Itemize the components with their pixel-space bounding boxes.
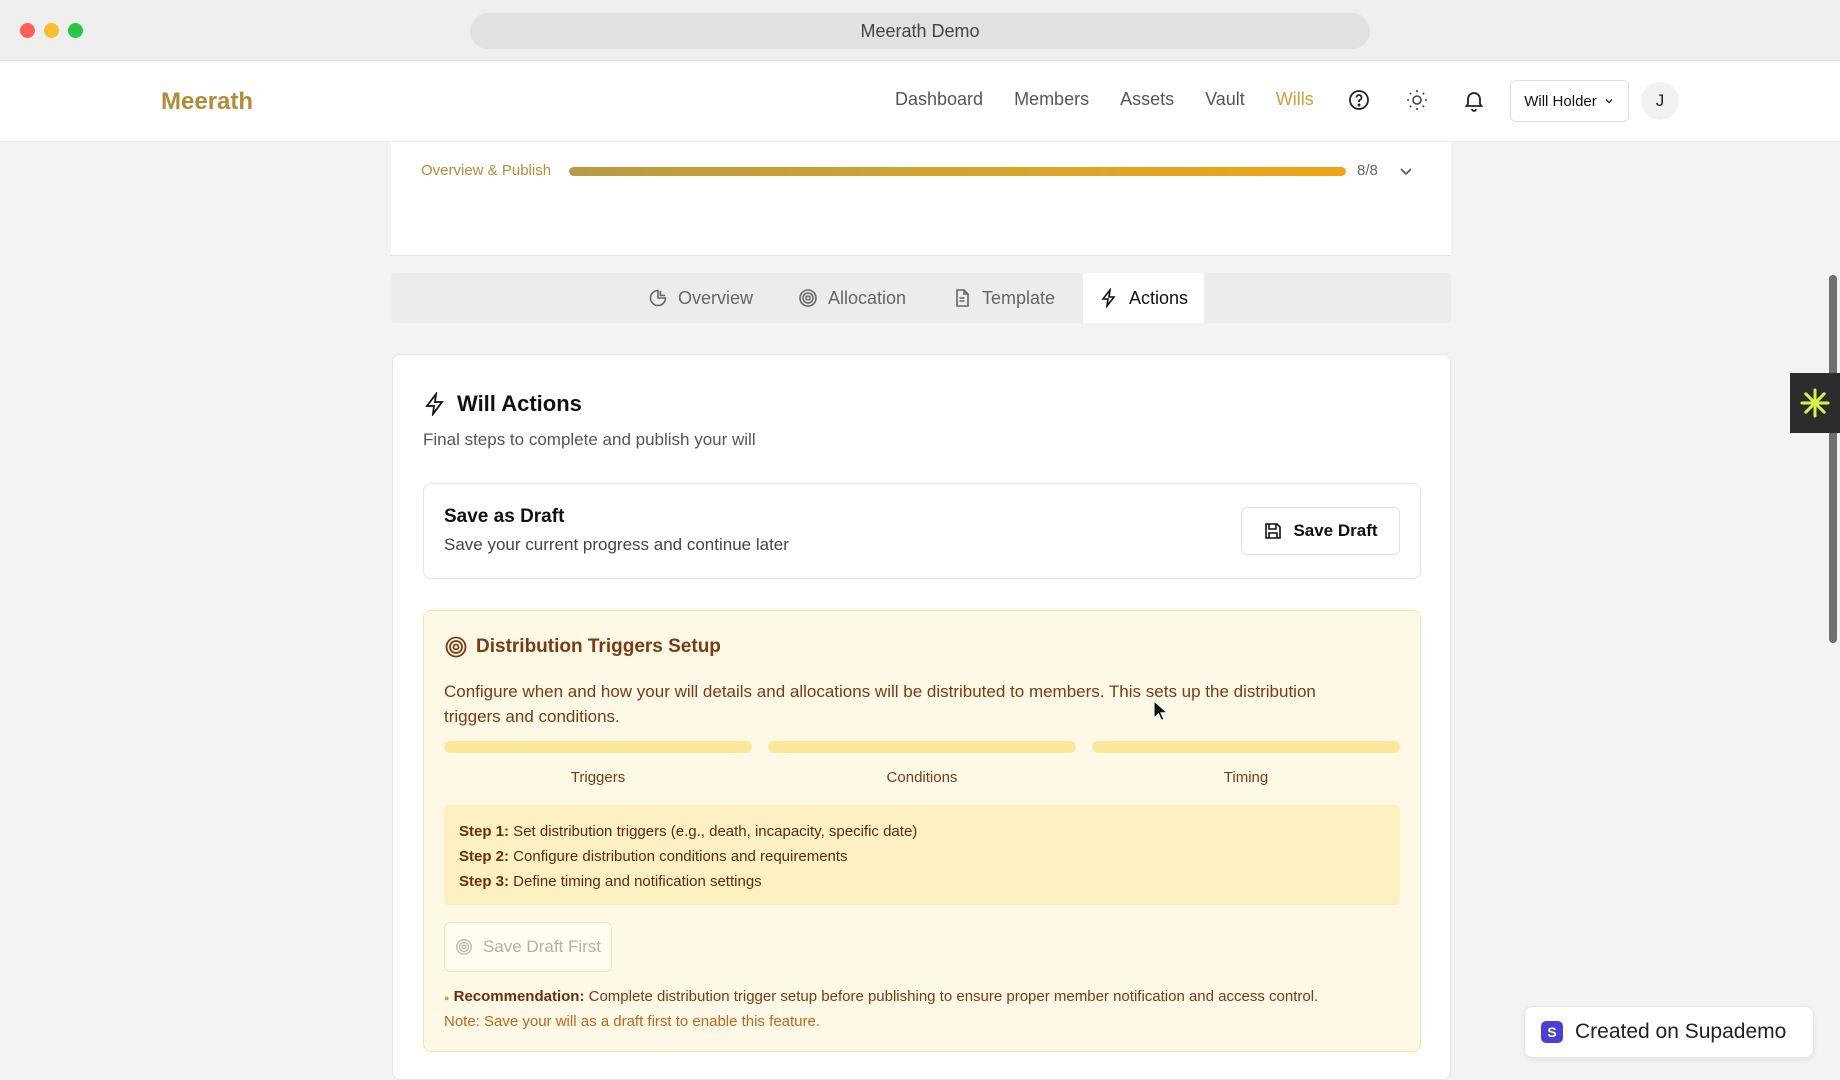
target-icon: [444, 635, 468, 659]
stage-label-triggers: Triggers: [570, 769, 626, 786]
role-select[interactable]: [1510, 80, 1629, 122]
draft-description: Save your current progress and continue later: [444, 535, 789, 554]
nav-assets[interactable]: Assets: [1120, 89, 1175, 109]
list-item: Step 1: Set distribution triggers (e.g., death, incapacity, specific date): [459, 823, 918, 840]
save-draft-first-button[interactable]: [444, 922, 612, 972]
stage-label-conditions: Conditions: [886, 769, 958, 786]
distribution-description: Configure when and how your will details and allocations will be distributed to members. This sets up the distribution triggers and conditions.: [444, 682, 1316, 726]
close-window-button[interactable]: [20, 23, 35, 38]
save-icon: [1263, 521, 1283, 541]
tab-actions-label: Actions: [1129, 287, 1189, 308]
progress-label: Overview & Publish: [421, 162, 552, 179]
distribution-triggers-section: [423, 610, 1421, 1052]
nav-dashboard[interactable]: Dashboard: [895, 89, 984, 109]
list-item: Step 2: Configure distribution conditions and requirements: [459, 848, 848, 865]
document-icon: [952, 288, 972, 308]
tab-allocation[interactable]: [798, 273, 906, 323]
window-title[interactable]: Meerath Demo: [470, 13, 1370, 49]
tab-template-label: Template: [982, 287, 1056, 308]
progress-count: 8/8: [1357, 162, 1378, 179]
list-item: Step 3: Define timing and notification settings: [459, 873, 762, 890]
supademo-logo: S: [1541, 1021, 1563, 1043]
mouse-cursor-icon: [1153, 700, 1169, 722]
chevron-down-icon[interactable]: [1397, 162, 1415, 180]
side-widget-button[interactable]: [1790, 373, 1840, 433]
maximize-window-button[interactable]: [68, 23, 83, 38]
nav-members[interactable]: Members: [1014, 89, 1090, 109]
minimize-window-button[interactable]: [44, 23, 59, 38]
app-header: [0, 61, 1840, 142]
lightbulb-icon: ●: [444, 993, 450, 1003]
avatar[interactable]: J: [1641, 82, 1679, 120]
steps-list: [444, 805, 1400, 905]
sun-icon[interactable]: [1405, 88, 1429, 112]
stage-bar-conditions: [768, 741, 1076, 753]
stage-bar-timing: [1092, 741, 1400, 753]
tab-actions[interactable]: [1083, 273, 1204, 323]
save-draft-button[interactable]: [1241, 507, 1400, 555]
target-icon: [798, 288, 818, 308]
role-select-value: Will Holder: [1524, 92, 1597, 110]
progress-bar: [569, 167, 1346, 176]
draft-title: Save as Draft: [444, 506, 565, 527]
draft-note: Note: Save your will as a draft first to enable this feature.: [444, 1013, 821, 1030]
tab-overview[interactable]: [648, 273, 753, 323]
supademo-text: Created on Supademo: [1575, 1020, 1787, 1043]
bell-icon[interactable]: [1462, 88, 1486, 112]
scrollbar-thumb[interactable]: [1829, 275, 1837, 643]
nav-wills[interactable]: Wills: [1275, 89, 1314, 109]
lightning-icon: [1099, 288, 1119, 308]
stage-label-timing: Timing: [1223, 769, 1269, 786]
supademo-badge[interactable]: [1524, 1006, 1814, 1058]
help-icon[interactable]: [1347, 88, 1371, 112]
save-draft-section: [423, 483, 1421, 579]
chevron-down-icon: [1603, 95, 1615, 107]
pie-chart-icon: [648, 288, 668, 308]
progress-fill: [569, 167, 1346, 176]
window-titlebar: [0, 0, 1840, 61]
save-draft-button-label: Save Draft: [1293, 521, 1378, 540]
distribution-title: [444, 635, 721, 659]
sparkle-icon: [1798, 386, 1832, 420]
distribution-title-text: Distribution Triggers Setup: [476, 636, 721, 657]
tab-bar: [391, 273, 1451, 323]
card-subtitle: Final steps to complete and publish your will: [423, 430, 756, 449]
card-title: [423, 391, 582, 417]
stage-bar-triggers: [444, 741, 752, 753]
target-icon: [455, 938, 473, 956]
will-actions-card: [392, 354, 1451, 1080]
card-title-text: Will Actions: [457, 391, 582, 416]
save-draft-first-label: Save Draft First: [482, 937, 602, 956]
nav-vault[interactable]: Vault: [1205, 89, 1245, 109]
app-logo[interactable]: Meerath: [161, 88, 254, 115]
tab-allocation-label: Allocation: [828, 287, 907, 308]
lightning-icon: [423, 392, 447, 416]
progress-card: [391, 142, 1451, 256]
recommendation-text: ● Recommendation: Complete distribution trigger setup before publishing to ensure proper member notification and access control.: [444, 988, 1319, 1005]
tab-overview-label: Overview: [678, 287, 754, 308]
main-nav: [895, 89, 1314, 110]
tab-template[interactable]: [952, 273, 1055, 323]
